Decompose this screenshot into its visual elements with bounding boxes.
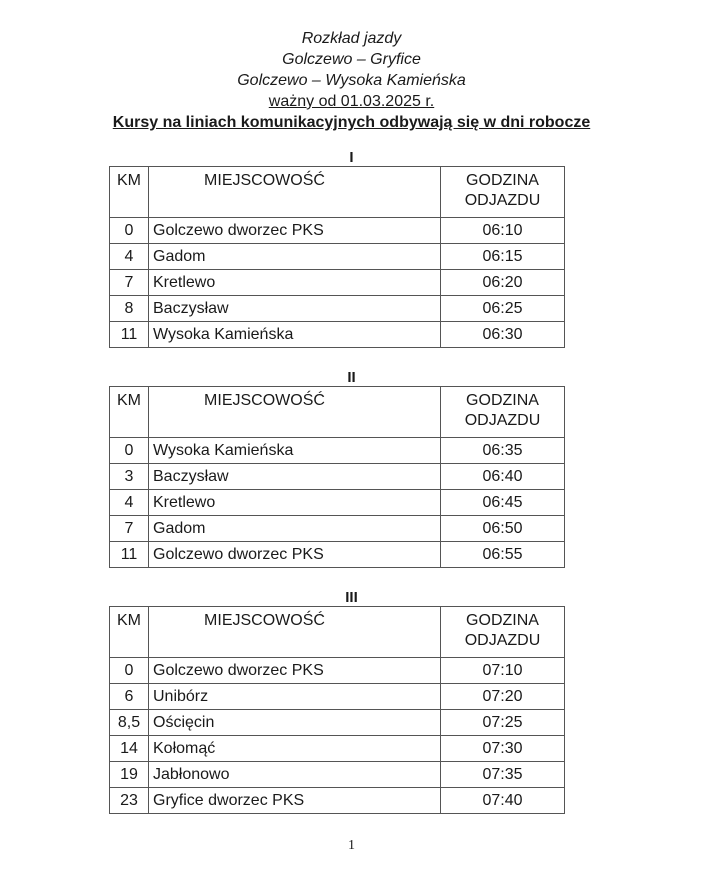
column-header-time [441, 387, 565, 438]
table-row [110, 218, 565, 244]
time-cell: 07:35 [441, 762, 565, 788]
time-cell: 06:50 [441, 516, 565, 542]
km-cell: 7 [110, 516, 149, 542]
table-row [110, 762, 565, 788]
time-cell: 06:10 [441, 218, 565, 244]
column-header-time [441, 167, 565, 218]
table-row [110, 244, 565, 270]
column-header-place: MIEJSCOWOŚĆ [149, 387, 441, 438]
table-row [110, 788, 565, 814]
section-label-ii: II [347, 369, 356, 386]
table-header-row [110, 607, 565, 658]
place-cell: Kołomąć [149, 736, 441, 762]
column-header-time [441, 607, 565, 658]
timetable-iii [109, 606, 565, 814]
km-cell: 0 [110, 658, 149, 684]
column-header-time-line1: GODZINA [466, 392, 539, 409]
table-row [110, 490, 565, 516]
table-row [110, 438, 565, 464]
table-row [110, 322, 565, 348]
column-header-time-line2: ODJAZDU [464, 412, 541, 429]
km-cell: 4 [110, 244, 149, 270]
column-header-km: KM [110, 387, 149, 438]
place-cell: Jabłonowo [149, 762, 441, 788]
time-cell: 06:40 [441, 464, 565, 490]
table-row [110, 542, 565, 568]
section-label-iii: III [345, 589, 358, 606]
km-cell: 0 [110, 218, 149, 244]
table-row [110, 516, 565, 542]
km-cell: 7 [110, 270, 149, 296]
valid-from-date: ważny od 01.03.2025 r. [268, 93, 435, 110]
place-cell: Baczysław [149, 296, 441, 322]
place-cell: Gadom [149, 244, 441, 270]
time-cell: 07:30 [441, 736, 565, 762]
km-cell: 4 [110, 490, 149, 516]
route-golczewo-wysoka-kamienska: Golczewo – Wysoka Kamieńska [237, 72, 466, 89]
place-cell: Kretlewo [149, 490, 441, 516]
place-cell: Gryfice dworzec PKS [149, 788, 441, 814]
time-cell: 06:25 [441, 296, 565, 322]
place-cell: Ościęcin [149, 710, 441, 736]
route-golczewo-gryfice: Golczewo – Gryfice [282, 51, 421, 68]
table-row [110, 736, 565, 762]
table-row [110, 464, 565, 490]
column-header-time-line1: GODZINA [466, 172, 539, 189]
column-header-km: KM [110, 167, 149, 218]
timetable-i [109, 166, 565, 348]
time-cell: 07:40 [441, 788, 565, 814]
km-cell: 19 [110, 762, 149, 788]
document-header [0, 28, 703, 134]
place-cell: Golczewo dworzec PKS [149, 542, 441, 568]
page-number: 1 [348, 838, 355, 853]
working-days-notice: Kursy na liniach komunikacyjnych odbywają się w dni robocze [112, 114, 591, 131]
km-cell: 3 [110, 464, 149, 490]
km-cell: 14 [110, 736, 149, 762]
table-row [110, 684, 565, 710]
place-cell: Golczewo dworzec PKS [149, 658, 441, 684]
place-cell: Wysoka Kamieńska [149, 438, 441, 464]
km-cell: 8,5 [110, 710, 149, 736]
table-row [110, 270, 565, 296]
document-title: Rozkład jazdy [301, 30, 402, 47]
time-cell: 07:25 [441, 710, 565, 736]
timetable-ii [109, 386, 565, 568]
km-cell: 11 [110, 542, 149, 568]
place-cell: Kretlewo [149, 270, 441, 296]
column-header-km: KM [110, 607, 149, 658]
table-row [110, 296, 565, 322]
time-cell: 06:15 [441, 244, 565, 270]
time-cell: 06:45 [441, 490, 565, 516]
place-cell: Baczysław [149, 464, 441, 490]
time-cell: 07:10 [441, 658, 565, 684]
column-header-time-line2: ODJAZDU [464, 192, 541, 209]
column-header-time-line2: ODJAZDU [464, 632, 541, 649]
km-cell: 6 [110, 684, 149, 710]
column-header-place: MIEJSCOWOŚĆ [149, 607, 441, 658]
km-cell: 0 [110, 438, 149, 464]
place-cell: Gadom [149, 516, 441, 542]
column-header-place: MIEJSCOWOŚĆ [149, 167, 441, 218]
section-label-i: I [349, 149, 354, 166]
km-cell: 23 [110, 788, 149, 814]
table-row [110, 658, 565, 684]
place-cell: Golczewo dworzec PKS [149, 218, 441, 244]
place-cell: Wysoka Kamieńska [149, 322, 441, 348]
time-cell: 06:55 [441, 542, 565, 568]
km-cell: 11 [110, 322, 149, 348]
time-cell: 06:35 [441, 438, 565, 464]
km-cell: 8 [110, 296, 149, 322]
column-header-time-line1: GODZINA [466, 612, 539, 629]
time-cell: 06:30 [441, 322, 565, 348]
time-cell: 07:20 [441, 684, 565, 710]
table-header-row [110, 167, 565, 218]
place-cell: Unibórz [149, 684, 441, 710]
time-cell: 06:20 [441, 270, 565, 296]
table-row [110, 710, 565, 736]
table-header-row [110, 387, 565, 438]
